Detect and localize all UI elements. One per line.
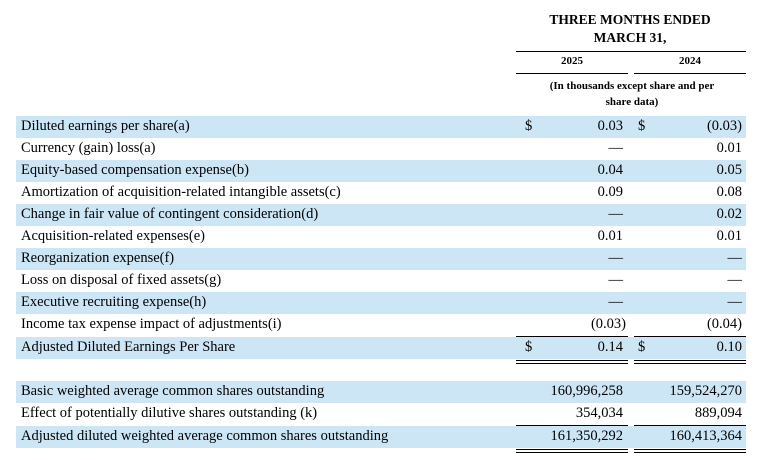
total-double-rule-2025	[516, 449, 628, 453]
dollar-sign: $	[638, 118, 646, 134]
units-note-line1: (In thousands except share and per	[549, 80, 715, 92]
units-note-line2: share data)	[605, 96, 659, 108]
row-label: Diluted earnings per share(a)	[21, 118, 190, 134]
period-header-line2: MARCH 31,	[593, 30, 667, 45]
value-2024: 0.01	[716, 228, 742, 244]
table-row	[16, 381, 746, 403]
period-header-line1: THREE MONTHS ENDED	[549, 12, 711, 27]
value-2024: 0.01	[716, 140, 742, 156]
table-row	[16, 314, 746, 336]
value-2025: 354,034	[575, 405, 623, 421]
value-2024: (0.04)	[706, 316, 742, 332]
row-label: Reorganization expense(f)	[21, 250, 175, 266]
table-row	[16, 248, 746, 270]
table-row	[16, 160, 746, 182]
total-double-rule-2024	[634, 360, 746, 364]
row-label: Equity-based compensation expense(b)	[21, 162, 249, 178]
value-2025: (0.03)	[590, 316, 626, 332]
table-row	[16, 270, 746, 292]
value-2025: —	[608, 140, 623, 156]
table-row	[16, 403, 746, 425]
table-row	[16, 292, 746, 314]
row-label: Adjusted diluted weighted average common shares outstanding	[21, 428, 389, 444]
table-row	[16, 204, 746, 226]
value-2025: 0.09	[597, 184, 623, 200]
value-2024: 159,524,270	[669, 383, 742, 399]
table-row	[16, 226, 746, 248]
total-row	[16, 337, 746, 359]
value-2024: —	[727, 272, 742, 288]
value-2024: —	[727, 250, 742, 266]
value-2024: 0.10	[716, 339, 742, 355]
row-label: Executive recruiting expense(h)	[21, 294, 207, 310]
row-label: Acquisition-related expenses(e)	[21, 228, 205, 244]
table-row	[16, 116, 746, 138]
dollar-sign: $	[525, 118, 533, 134]
value-2025: 0.04	[597, 162, 623, 178]
value-2025: 160,996,258	[550, 383, 623, 399]
value-2025: 0.01	[597, 228, 623, 244]
table-row	[16, 138, 746, 160]
total-double-rule-2025	[516, 360, 628, 364]
row-label: Loss on disposal of fixed assets(g)	[21, 272, 222, 288]
value-2024: 0.08	[716, 184, 742, 200]
value-2024: 0.05	[716, 162, 742, 178]
value-2025: —	[608, 250, 623, 266]
value-2024: 160,413,364	[669, 428, 742, 444]
value-2025: —	[608, 294, 623, 310]
value-2025: —	[608, 206, 623, 222]
value-2024: 0.02	[716, 206, 742, 222]
dollar-sign: $	[525, 339, 533, 355]
row-label: Basic weighted average common shares outstanding	[21, 383, 325, 399]
total-row	[16, 426, 746, 448]
row-label: Currency (gain) loss(a)	[21, 140, 156, 156]
units-note	[522, 78, 742, 110]
value-2024: —	[727, 294, 742, 310]
value-2024: (0.03)	[706, 118, 742, 134]
year-2025-header: 2025	[561, 55, 583, 67]
total-double-rule-2024	[634, 449, 746, 453]
value-2025: 0.03	[597, 118, 623, 134]
row-label: Effect of potentially dilutive shares outstanding (k)	[21, 405, 318, 421]
value-2025: —	[608, 272, 623, 288]
row-label: Change in fair value of contingent consideration(d)	[21, 206, 319, 222]
year-2024-rule	[634, 73, 746, 74]
header-rule	[516, 51, 746, 52]
year-2024-header: 2024	[679, 55, 701, 67]
value-2025: 0.14	[597, 339, 623, 355]
value-2025: 161,350,292	[550, 428, 623, 444]
value-2024: 889,094	[694, 405, 742, 421]
row-label: Income tax expense impact of adjustments(i)	[21, 316, 282, 332]
year-2025-rule	[516, 73, 628, 74]
period-header	[514, 11, 746, 47]
table-row	[16, 182, 746, 204]
row-label: Adjusted Diluted Earnings Per Share	[21, 339, 236, 355]
row-label: Amortization of acquisition-related intangible assets(c)	[21, 184, 341, 200]
dollar-sign: $	[638, 339, 646, 355]
